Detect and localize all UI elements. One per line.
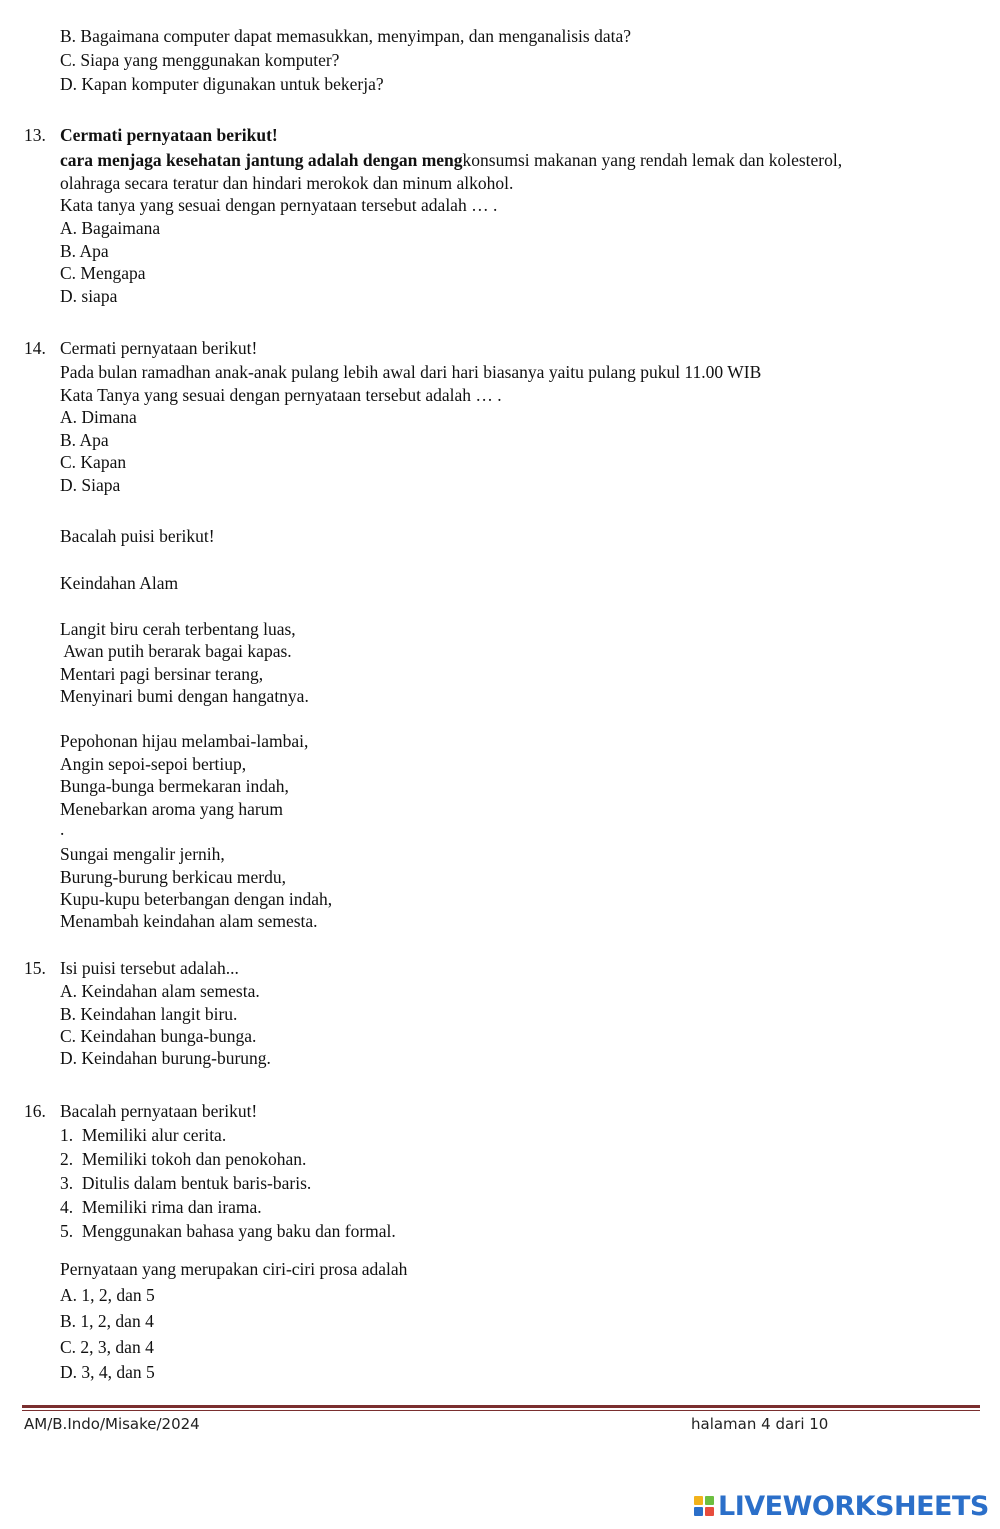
- q15-option-d: D. Keindahan burung-burung.: [60, 1048, 271, 1068]
- q16-statement: 4. Memiliki rima dan irama.: [60, 1197, 262, 1217]
- q16-statement: 1. Memiliki alur cerita.: [60, 1125, 227, 1145]
- q14-question: Kata Tanya yang sesuai dengan pernyataan tersebut adalah … .: [60, 385, 502, 405]
- liveworksheets-icon: [694, 1496, 714, 1516]
- q13-question: Kata tanya yang sesuai dengan pernyataan tersebut adalah … .: [60, 195, 498, 215]
- q16-option-d: D. 3, 4, dan 5: [60, 1362, 155, 1382]
- q16-statement: 3. Ditulis dalam bentuk baris-baris.: [60, 1173, 312, 1193]
- logo-square-icon: [694, 1496, 703, 1505]
- poem-line: Sungai mengalir jernih,: [60, 844, 225, 864]
- q16-number: 16.: [24, 1101, 46, 1121]
- q12-option-c: C. Siapa yang menggunakan komputer?: [60, 50, 340, 70]
- q14-instruction: Cermati pernyataan berikut!: [60, 338, 258, 358]
- q15-option-c: C. Keindahan bunga-bunga.: [60, 1026, 257, 1046]
- q15-option-b: B. Keindahan langit biru.: [60, 1004, 238, 1024]
- q13-statement-bold: cara menjaga kesehatan jantung adalah dengan meng: [60, 150, 463, 170]
- q14-option-c: C. Kapan: [60, 452, 127, 472]
- q16-option-c: C. 2, 3, dan 4: [60, 1337, 154, 1357]
- poem-title: Keindahan Alam: [60, 573, 179, 593]
- q13-statement-line2: olahraga secara teratur dan hindari merokok dan minum alkohol.: [60, 173, 514, 193]
- q12-option-b: B. Bagaimana computer dapat memasukkan, menyimpan, dan menganalisis data?: [60, 26, 632, 46]
- poem-line: Burung-burung berkicau merdu,: [60, 867, 286, 887]
- footer-divider-thin: [22, 1410, 980, 1411]
- q16-instruction: Bacalah pernyataan berikut!: [60, 1101, 258, 1121]
- logo-square-icon: [694, 1507, 703, 1516]
- q13-option-c: C. Mengapa: [60, 263, 146, 283]
- q16-statement: 5. Menggunakan bahasa yang baku dan formal.: [60, 1221, 396, 1241]
- q13-statement-rest: konsumsi makanan yang rendah lemak dan kolesterol,: [462, 150, 843, 170]
- poem-line: Langit biru cerah terbentang luas,: [60, 619, 296, 639]
- poem-line: Awan putih berarak bagai kapas.: [60, 641, 292, 661]
- q14-option-b: B. Apa: [60, 430, 109, 450]
- q13-number: 13.: [24, 125, 46, 145]
- q14-statement: Pada bulan ramadhan anak-anak pulang lebih awal dari hari biasanya yaitu pulang pukul 11.00 WIB: [60, 362, 762, 382]
- poem-line: Bunga-bunga bermekaran indah,: [60, 776, 289, 796]
- q13-instruction: Cermati pernyataan berikut!: [60, 125, 278, 145]
- poem-line: Pepohonan hijau melambai-lambai,: [60, 731, 309, 751]
- footer-page-number: halaman 4 dari 10: [691, 1415, 829, 1433]
- poem-line: Kupu-kupu beterbangan dengan indah,: [60, 889, 333, 909]
- poem-line: Menebarkan aroma yang harum: [60, 799, 284, 819]
- q12-option-d: D. Kapan komputer digunakan untuk bekerja?: [60, 74, 384, 94]
- q15-option-a: A. Keindahan alam semesta.: [60, 981, 260, 1001]
- q14-number: 14.: [24, 338, 46, 358]
- poem-line: Angin sepoi-sepoi bertiup,: [60, 754, 247, 774]
- liveworksheets-logo: [694, 1488, 989, 1524]
- q16-option-a: A. 1, 2, dan 5: [60, 1285, 155, 1305]
- footer-doc-code: AM/B.Indo/Misake/2024: [24, 1415, 200, 1433]
- q13-option-b: B. Apa: [60, 241, 109, 261]
- poem-line: Menambah keindahan alam semesta.: [60, 911, 318, 931]
- poem-line: Menyinari bumi dengan hangatnya.: [60, 686, 309, 706]
- poem-intro: Bacalah puisi berikut!: [60, 526, 215, 546]
- q13-option-d: D. siapa: [60, 286, 118, 306]
- q13-option-a: A. Bagaimana: [60, 218, 161, 238]
- q14-option-a: A. Dimana: [60, 407, 137, 427]
- logo-square-icon: [705, 1507, 714, 1516]
- poem-line: .: [60, 819, 65, 839]
- q13-statement-line1: [60, 149, 842, 171]
- q15-number: 15.: [24, 958, 46, 978]
- q16-question: Pernyataan yang merupakan ciri-ciri prosa adalah: [60, 1259, 408, 1279]
- logo-square-icon: [705, 1496, 714, 1505]
- q14-option-d: D. Siapa: [60, 475, 121, 495]
- q15-question: Isi puisi tersebut adalah...: [60, 958, 239, 978]
- poem-line: Mentari pagi bersinar terang,: [60, 664, 264, 684]
- footer-divider-thick: [22, 1405, 980, 1408]
- q16-option-b: B. 1, 2, dan 4: [60, 1311, 154, 1331]
- q16-statement: 2. Memiliki tokoh dan penokohan.: [60, 1149, 307, 1169]
- liveworksheets-wordmark: LIVEWORKSHEETS: [718, 1490, 989, 1522]
